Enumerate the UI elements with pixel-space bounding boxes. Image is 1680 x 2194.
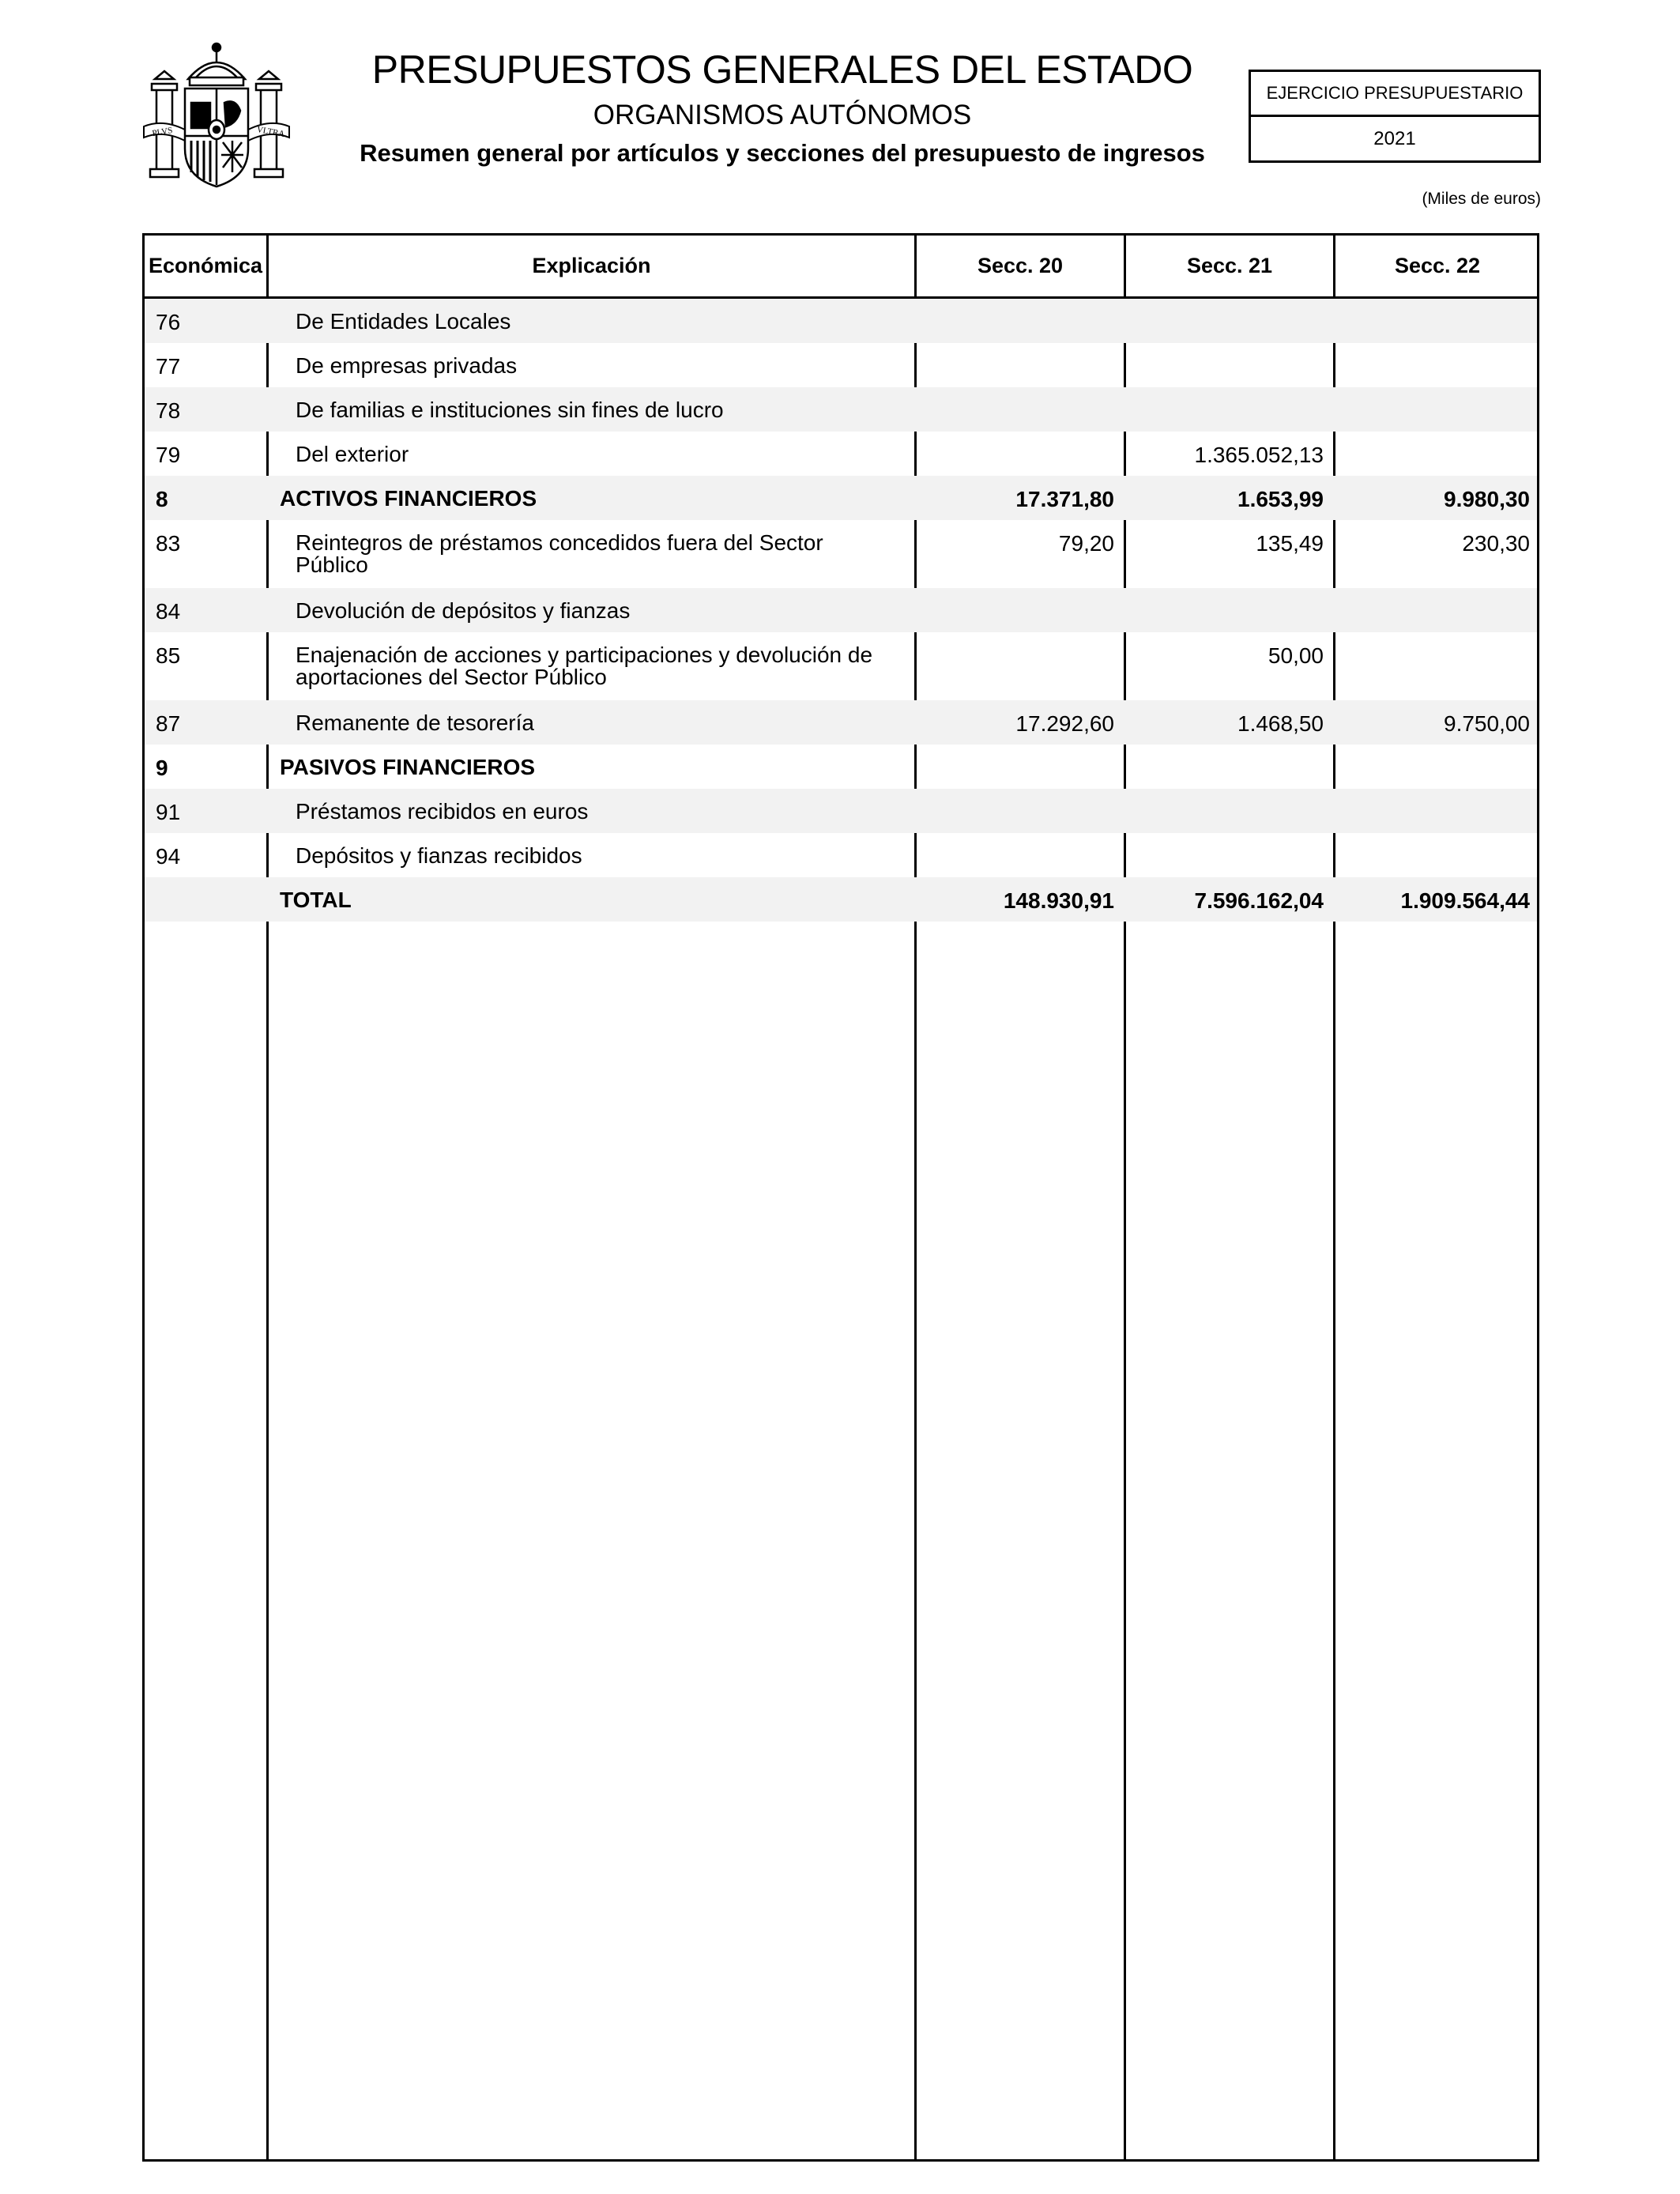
table-row — [145, 343, 1537, 387]
row-description: Reintegros de préstamos concedidos fuera del Sector Público — [296, 530, 823, 577]
row-code: 84 — [156, 599, 181, 624]
row-code: 8 — [156, 487, 168, 511]
row-secc-20 — [917, 432, 1124, 476]
table-row — [145, 700, 1537, 745]
row-secc-20: 17.371,80 — [1015, 487, 1114, 511]
row-description: De empresas privadas — [296, 353, 518, 378]
row-secc-20: 79,20 — [1058, 531, 1114, 556]
fiscal-year-box — [1249, 70, 1541, 163]
column-header-explicacion: Explicación — [532, 254, 651, 277]
row-code: 85 — [156, 643, 181, 668]
row-secc-22: 9.980,30 — [1444, 487, 1530, 511]
fiscal-year-label: EJERCICIO PRESUPUESTARIO — [1251, 72, 1539, 117]
row-description: Préstamos recibidos en euros — [296, 799, 589, 824]
table-row — [145, 432, 1537, 476]
row-secc-21 — [1126, 745, 1333, 789]
table-row — [145, 520, 1537, 588]
row-code: 76 — [156, 310, 181, 334]
row-secc-21 — [1126, 789, 1333, 833]
row-secc-22 — [1335, 387, 1539, 432]
row-secc-21: 135,49 — [1256, 531, 1324, 556]
coat-of-arms-logo — [139, 38, 294, 193]
table-row — [145, 632, 1537, 700]
row-secc-20: 148.930,91 — [1003, 888, 1114, 913]
row-code: 91 — [156, 800, 181, 824]
row-code: 78 — [156, 398, 181, 423]
row-secc-20 — [917, 833, 1124, 877]
row-secc-22: 230,30 — [1462, 531, 1530, 556]
table-row — [145, 789, 1537, 833]
row-secc-22 — [1335, 299, 1539, 343]
table-row — [145, 387, 1537, 432]
row-secc-22 — [1335, 343, 1539, 387]
page-subtitle: ORGANISMOS AUTÓNOMOS — [593, 100, 972, 130]
row-description: Enajenación de acciones y participaciones y devolución de aportaciones del Sector Público — [296, 643, 873, 689]
row-secc-21 — [1126, 588, 1333, 632]
budget-table — [142, 233, 1539, 2162]
row-secc-21: 50,00 — [1268, 643, 1324, 668]
fiscal-year-value: 2021 — [1373, 128, 1416, 149]
row-secc-20 — [917, 789, 1124, 833]
table-body — [145, 299, 1537, 922]
table-row-total — [145, 877, 1537, 922]
row-secc-22 — [1335, 632, 1539, 700]
table-row — [145, 588, 1537, 632]
row-description: Remanente de tesorería — [296, 711, 534, 735]
table-row — [145, 833, 1537, 877]
row-secc-22 — [1335, 745, 1539, 789]
row-description: TOTAL — [280, 888, 352, 912]
row-secc-21: 7.596.162,04 — [1194, 888, 1324, 913]
table-row-chapter — [145, 476, 1537, 520]
column-header-secc-22: Secc. 22 — [1394, 254, 1481, 277]
row-secc-22 — [1335, 833, 1539, 877]
row-description: ACTIVOS FINANCIEROS — [280, 486, 537, 511]
row-description: Depósitos y fianzas recibidos — [296, 843, 582, 868]
row-description: Devolución de depósitos y fianzas — [296, 598, 631, 623]
row-secc-21 — [1126, 343, 1333, 387]
page-title: PRESUPUESTOS GENERALES DEL ESTADO — [371, 47, 1193, 92]
row-description: De familias e instituciones sin fines de lucro — [296, 398, 724, 422]
row-secc-20 — [917, 343, 1124, 387]
row-secc-22: 9.750,00 — [1444, 711, 1530, 736]
row-secc-21 — [1126, 833, 1333, 877]
row-code: 9 — [156, 756, 168, 780]
row-code: 77 — [156, 354, 181, 379]
row-secc-20 — [917, 632, 1124, 700]
row-description: Del exterior — [296, 442, 409, 466]
row-description: PASIVOS FINANCIEROS — [280, 755, 536, 779]
row-secc-21 — [1126, 387, 1333, 432]
row-code — [145, 877, 266, 922]
table-row — [145, 299, 1537, 343]
row-secc-21: 1.365.052,13 — [1194, 443, 1324, 467]
row-code: 79 — [156, 443, 181, 467]
row-secc-20 — [917, 745, 1124, 789]
row-secc-21: 1.468,50 — [1237, 711, 1324, 736]
page-description: Resumen general por artículos y secciones del presupuesto de ingresos — [360, 139, 1205, 167]
row-secc-20 — [917, 299, 1124, 343]
row-secc-20 — [917, 387, 1124, 432]
row-description: De Entidades Locales — [296, 309, 511, 334]
row-secc-22 — [1335, 789, 1539, 833]
column-header-economica: Económica — [148, 254, 263, 277]
units-note: (Miles de euros) — [1422, 190, 1541, 208]
svg-text:VLTRA: VLTRA — [255, 125, 286, 140]
svg-text:PLVS: PLVS — [151, 125, 174, 139]
row-code: 94 — [156, 844, 181, 869]
row-secc-21: 1.653,99 — [1237, 487, 1324, 511]
table-header — [145, 236, 1537, 299]
row-secc-20 — [917, 588, 1124, 632]
column-header-secc-20: Secc. 20 — [977, 254, 1064, 277]
row-code: 83 — [156, 531, 181, 556]
row-secc-21 — [1126, 299, 1333, 343]
table-row-chapter — [145, 745, 1537, 789]
row-secc-22 — [1335, 588, 1539, 632]
row-secc-22 — [1335, 432, 1539, 476]
document-header — [316, 46, 1249, 169]
row-secc-22: 1.909.564,44 — [1400, 888, 1530, 913]
row-secc-20: 17.292,60 — [1015, 711, 1114, 736]
row-code: 87 — [156, 711, 181, 736]
column-header-secc-21: Secc. 21 — [1186, 254, 1273, 277]
